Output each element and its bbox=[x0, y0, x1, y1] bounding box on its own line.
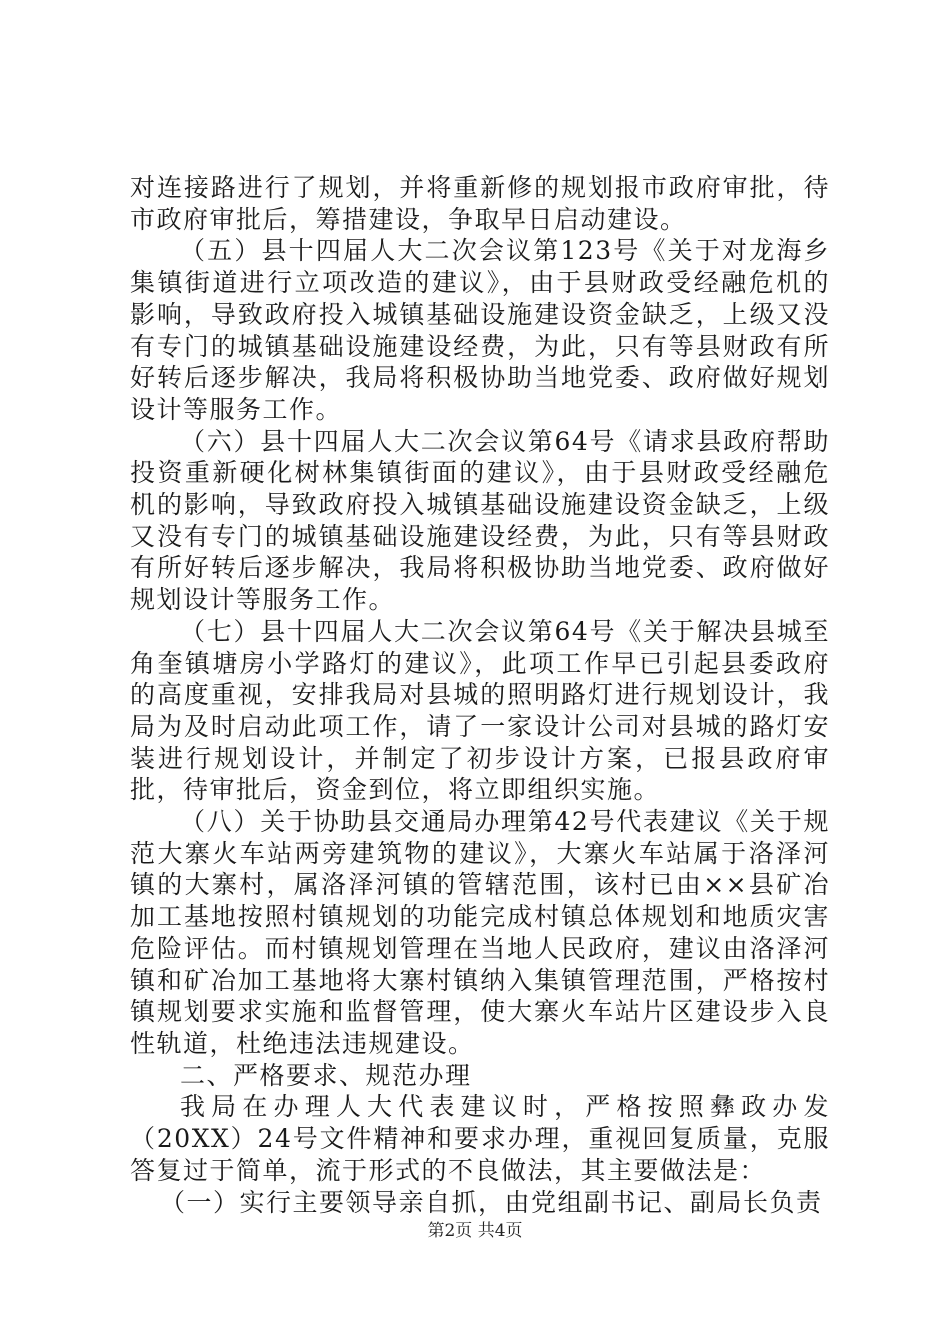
paragraph-item-6: （六）县十四届人大二次会议第64号《请求县政府帮助投资重新硬化树林集镇街面的建议》，由于县财政受经融危机的影响，导致政府投入城镇基础设施建设资金缺乏，上级又没有专门的城镇基础设施建设经费，为此，只有等县财政有所好转后逐步解决，我局将积极协助当地党委、政府做好规划设计等服务工作。 bbox=[130, 426, 830, 615]
page-footer bbox=[0, 1216, 950, 1241]
paragraph-item-8: （八）关于协助县交通局办理第42号代表建议《关于规范大寨火车站两旁建筑物的建议》，大寨火车站属于洛泽河镇的大寨村，属洛泽河镇的管辖范围，该村已由××县矿冶加工基地按照村镇规划的功能完成村镇总体规划和地质灾害危险评估。而村镇规划管理在当地人民政府，建议由洛泽河镇和矿冶加工基地将大寨村镇纳入集镇管理范围，严格按村镇规划要求实施和监督管理，使大寨火车站片区建设步入良性轨道，杜绝违法违规建设。 bbox=[130, 807, 830, 1058]
paragraph-item-5: （五）县十四届人大二次会议第123号《关于对龙海乡集镇街道进行立项改造的建议》，由于县财政受经融危机的影响，导致政府投入城镇基础设施建设资金缺乏，上级又没有专门的城镇基础设施建设经费，为此，只有等县财政有所好转后逐步解决，我局将积极协助当地党委、政府做好规划设计等服务工作。 bbox=[130, 236, 830, 424]
section-heading-2: 二、严格要求、规范办理 bbox=[180, 1060, 472, 1090]
document-body bbox=[130, 172, 830, 1218]
paragraph-item-7: （七）县十四届人大二次会议第64号《关于解决县城至角奎镇塘房小学路灯的建议》，此项工作早已引起县委政府的高度重视，安排我局对县城的照明路灯进行规划设计，我局为及时启动此项工作，请了一家设计公司对县城的路灯安装进行规划设计，并制定了初步设计方案，已报县政府审批，待审批后，资金到位，将立即组织实施。 bbox=[130, 616, 830, 805]
paragraph-connecting-road: 对连接路进行了规划，并将重新修的规划报市政府审批，待市政府审批后，筹措建设，争取早日启动建设。 bbox=[130, 173, 830, 234]
paragraph-handling-practice: 我局在办理人大代表建议时，严格按照彝政办发（20XX）24号文件精神和要求办理，重视回复质量，克服答复过于简单，流于形式的不良做法，其主要做法是： bbox=[130, 1092, 830, 1185]
page-number: 第2页 共4页 bbox=[427, 1221, 523, 1241]
paragraph-subitem-1: （一）实行主要领导亲自抓，由党组副书记、副局长负责 bbox=[160, 1187, 823, 1217]
